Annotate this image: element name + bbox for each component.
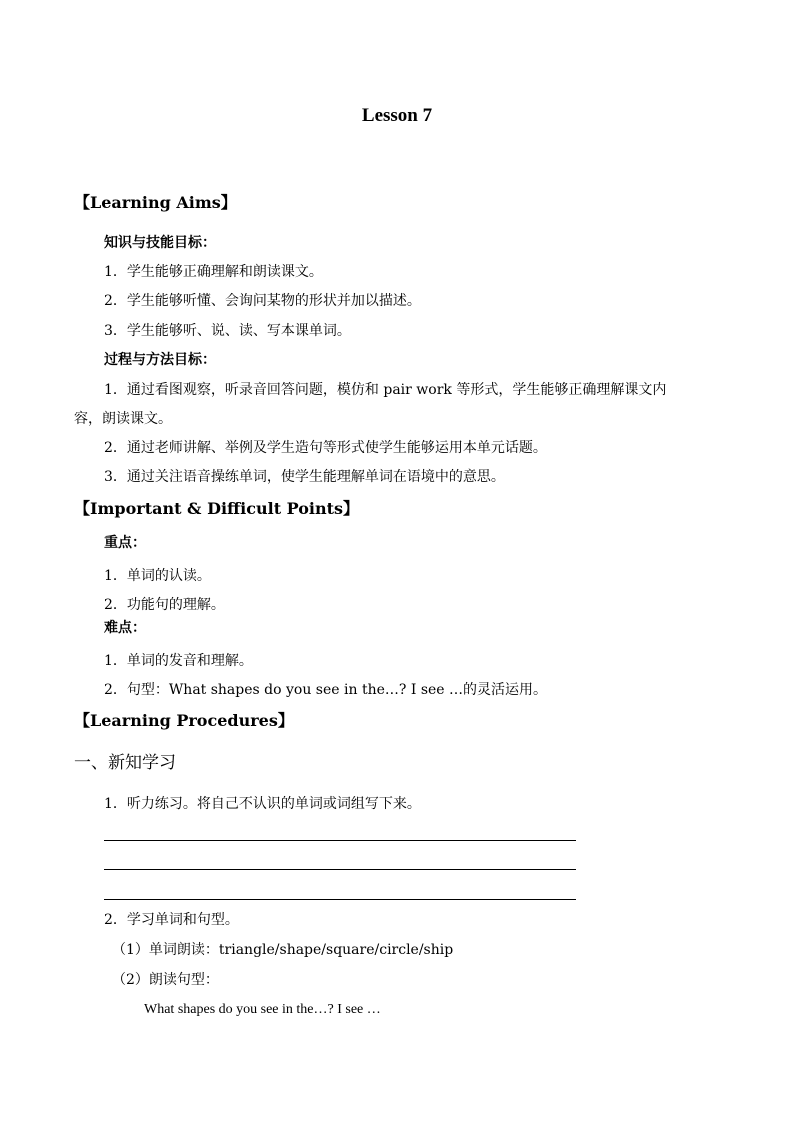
knowledge-item: 1．学生能够正确理解和朗读课文。 [104, 264, 323, 280]
knowledge-item: 2．学生能够听懂、会询问某物的形状并加以描述。 [104, 293, 421, 309]
process-item-continuation: 容，朗读课文。 [74, 411, 172, 427]
knowledge-item: 3．学生能够听、说、读、写本课单词。 [104, 323, 351, 339]
process-label: 过程与方法目标： [104, 352, 216, 368]
learning-aims-heading: 【Learning Aims】 [74, 193, 237, 212]
procedure-step: 1．听力练习。将自己不认识的单词或词组写下来。 [104, 796, 421, 812]
answer-line [104, 899, 576, 900]
learning-procedures-heading: 【Learning Procedures】 [74, 711, 294, 730]
knowledge-label: 知识与技能目标： [104, 235, 216, 251]
answer-line [104, 869, 576, 870]
process-item: 2．通过老师讲解、举例及学生造句等形式使学生能够运用本单元话题。 [104, 440, 547, 456]
sentence-pattern: What shapes do you see in the…? I see … [144, 1002, 381, 1017]
procedure-substep: （1）单词朗读：triangle/shape/square/circle/ship [112, 942, 454, 958]
key-points-label: 重点： [104, 535, 146, 551]
important-difficult-heading: 【Important & Difficult Points】 [74, 499, 360, 518]
process-item: 1．通过看图观察，听录音回答问题，模仿和 pair work 等形式，学生能够正确理解课文内 [104, 382, 667, 398]
key-point-item: 2．功能句的理解。 [104, 597, 225, 613]
page-title: Lesson 7 [361, 105, 433, 126]
answer-line [104, 840, 576, 841]
difficult-point-item: 2．句型：What shapes do you see in the…? I see …的灵活运用。 [104, 682, 548, 698]
process-item: 3．通过关注语音操练单词，使学生能理解单词在语境中的意思。 [104, 469, 505, 485]
procedure-substep: （2）朗读句型： [112, 972, 219, 988]
key-point-item: 1．单词的认读。 [104, 568, 211, 584]
procedure-step: 2．学习单词和句型。 [104, 912, 239, 928]
section-heading: 一、新知学习 [74, 753, 176, 773]
difficult-point-item: 1．单词的发音和理解。 [104, 653, 253, 669]
difficult-points-label: 难点： [104, 620, 146, 636]
